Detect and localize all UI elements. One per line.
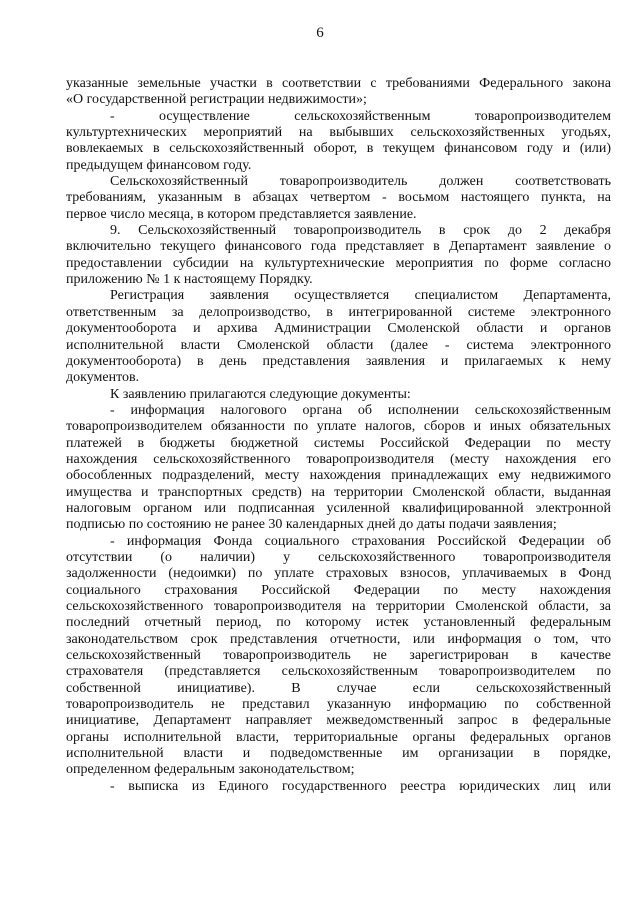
text-line: последний отчетный период, по которому истек установленный федеральным (66, 615, 611, 631)
text-line: ответственным за делопроизводство, в интегрированной системе электронного (66, 304, 611, 320)
text-line: социального страхования Российской Федерации по месту нахождения (66, 582, 611, 598)
text-line: документов. (66, 370, 140, 386)
text-line: - информация Фонда социального страхования Российской Федерации об (110, 533, 611, 549)
text-line: сельскохозяйственного товаропроизводителя на территории Смоленской области, за (66, 599, 611, 614)
text-line: первое число месяца, в котором представляется заявление. (66, 206, 417, 222)
text-line: документооборота и архива Администрации Смоленской области и органов (66, 321, 611, 337)
text-line: нахождения сельскохозяйственного товаропроизводителя (месту нахождения его (66, 451, 611, 467)
text-line: К заявлению прилагаются следующие документы: (110, 386, 411, 402)
text-line: культуртехнических мероприятий на выбывших сельскохозяйственных угодьях, (66, 125, 611, 141)
text-line: исполнительной власти Смоленской области (далее - система электронного (66, 337, 611, 353)
text-line: исполнительной власти и подведомственные им организации в порядке, (66, 746, 611, 762)
text-line: - выписка из Единого государственного реестра юридических лиц или (110, 778, 611, 794)
text-line: - информация налогового органа об исполнении сельскохозяйственным (110, 402, 611, 418)
text-line: требованиям, указанным в абзацах четвертом - восьмом настоящего пункта, на (66, 190, 611, 206)
text-line: - осуществление сельскохозяйственным товаропроизводителем (110, 108, 611, 124)
text-line: документооборота) в день представления заявления и прилагаемых к нему (66, 353, 611, 369)
text-line: инициативе, Департамент направляет межведомственный запрос в федеральные (66, 713, 611, 729)
text-line: товаропроизводитель не представил указанную информацию по собственной (66, 697, 611, 713)
text-line: 9. Сельскохозяйственный товаропроизводитель в срок до 2 декабря (110, 223, 611, 239)
text-line: вовлекаемых в сельскохозяйственный оборот, в текущем финансовом году и (или) (66, 141, 611, 157)
text-line: предыдущем финансовом году. (66, 157, 252, 173)
text-line: приложению № 1 к настоящему Порядку. (66, 272, 313, 288)
text-line: обособленных подразделений, месту нахождения принадлежащих ему недвижимого (66, 468, 611, 484)
page-number: 6 (316, 25, 324, 41)
text-line: определенном федеральным законодательством; (66, 762, 355, 778)
text-line: товаропроизводителем обязанности по уплате налогов, сборов и иных обязательных (66, 419, 611, 435)
text-line: законодательством срок представления отчетности, или информация о том, что (66, 631, 611, 647)
text-line: платежей в бюджеты бюджетной системы Российской Федерации по месту (66, 435, 611, 451)
text-line: Сельскохозяйственный товаропроизводитель должен соответствовать (110, 174, 611, 190)
text-line: включительно текущего финансового года представляет в Департамент заявление о (66, 239, 611, 255)
text-line: предоставлении субсидии на культуртехнические мероприятия по форме согласно (66, 255, 611, 271)
text-line: задолженности (недоимки) по уплате страховых взносов, уплачиваемых в Фонд (66, 566, 611, 582)
text-line: налоговым органом или подписанная усиленной квалифицированной электронной (66, 500, 611, 516)
text-line: Регистрация заявления осуществляется специалистом Департамента, (110, 288, 611, 304)
text-line: имущества и транспортных средств) на территории Смоленской области, выданная (66, 484, 611, 500)
text-line: подписью по состоянию не ранее 30 календарных дней до даты подачи заявления; (66, 517, 557, 533)
text-line: отсутствии (о наличии) у сельскохозяйственного товаропроизводителя (66, 549, 611, 565)
text-line: «О государственной регистрации недвижимости»; (66, 92, 367, 108)
text-line: органы исполнительной власти, территориальные органы федеральных органов (66, 729, 611, 745)
text-line: собственной инициативе). В случае если сельскохозяйственный (66, 680, 611, 696)
text-line: указанные земельные участки в соответствии с требованиями Федерального закона (66, 76, 611, 91)
document-body (66, 76, 611, 795)
text-line: страхователя (представляется сельскохозяйственным товаропроизводителем по (66, 664, 611, 680)
text-line: сельскохозяйственный товаропроизводитель не зарегистрирован в качестве (66, 648, 611, 664)
